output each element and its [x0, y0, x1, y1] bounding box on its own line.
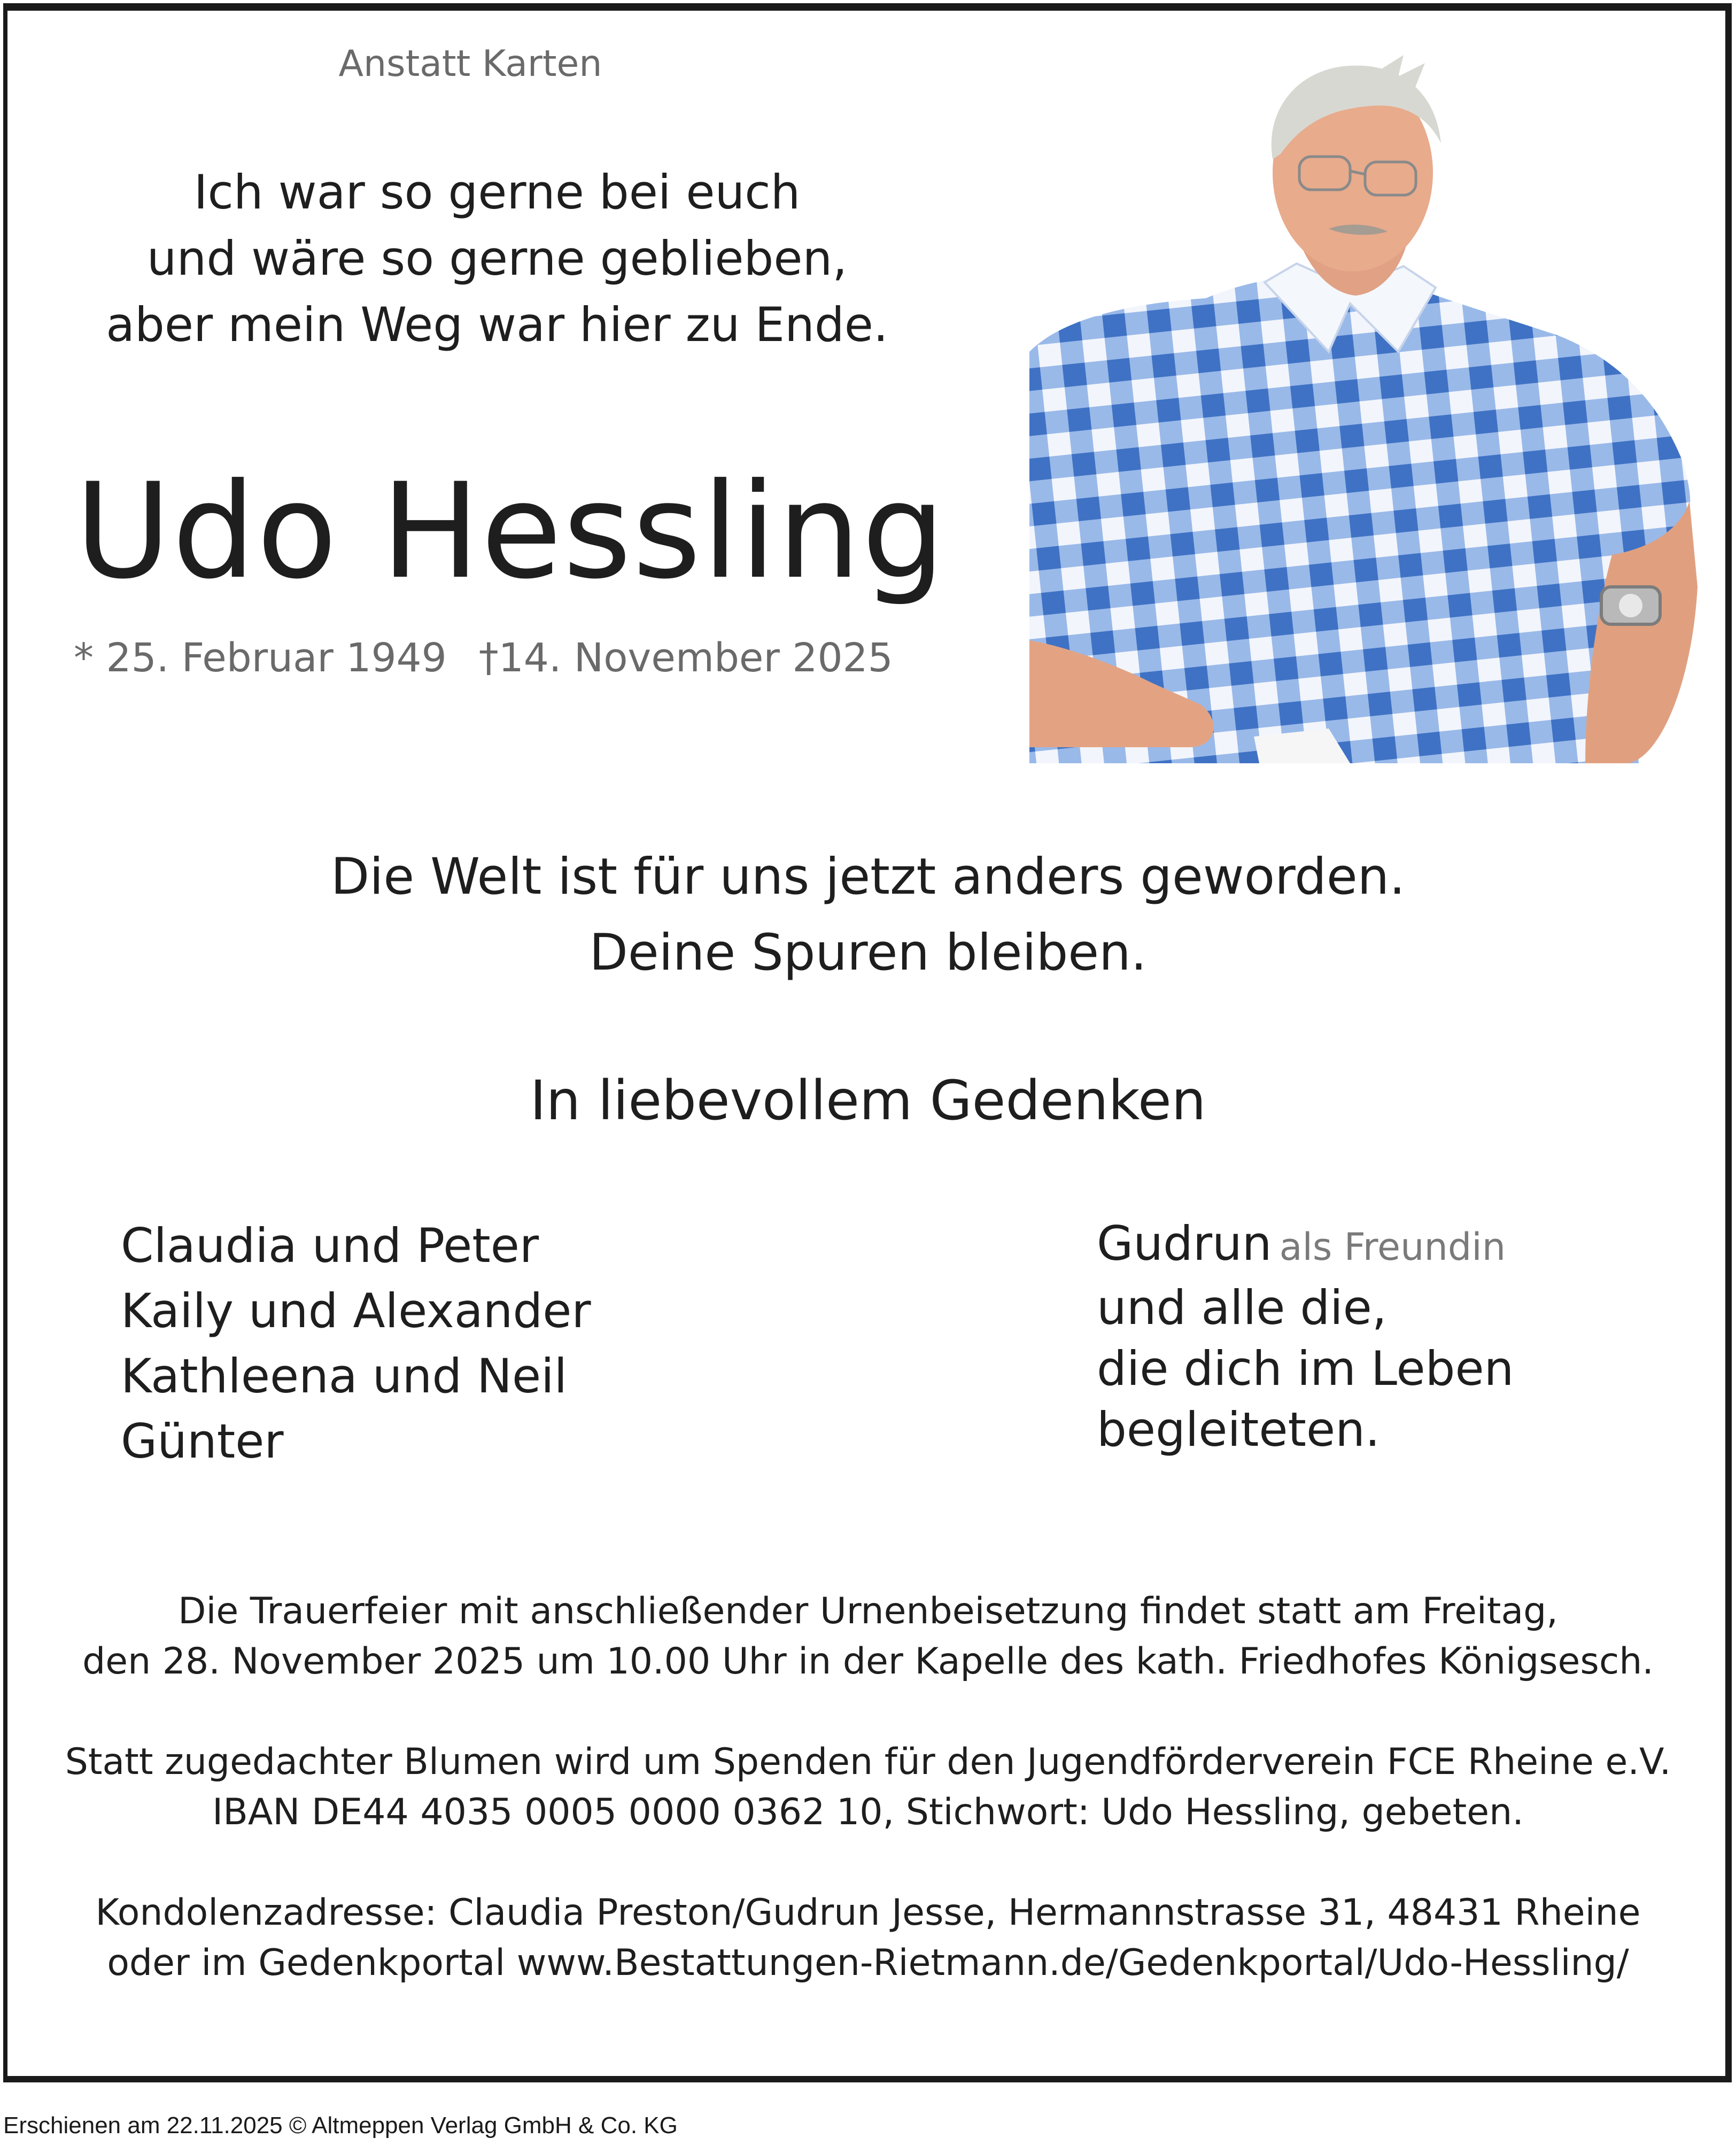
donation-info [32, 1737, 1704, 1838]
mourner-line: Günter [121, 1414, 284, 1469]
anstatt-karten-label: Anstatt Karten [338, 43, 602, 85]
friend-relation: als Freundin [1279, 1225, 1506, 1269]
motto-line: aber mein Weg war hier zu Ende. [106, 297, 888, 352]
mourners-friends [1097, 1213, 1514, 1460]
service-information [32, 1586, 1704, 2039]
in-memory-heading: In liebevollem Gedenken [530, 1069, 1206, 1133]
mourner-line: Claudia und Peter [121, 1218, 539, 1273]
birth-date: * 25. Februar 1949 [74, 635, 447, 681]
condolence-info [32, 1888, 1704, 1988]
motto-line: Ich war so gerne bei euch [193, 165, 801, 220]
mourner-line: begleiteten. [1097, 1402, 1380, 1457]
mourner-line: Kaily und Alexander [121, 1283, 591, 1338]
mourner-line: Kathleena und Neil [121, 1349, 568, 1404]
info-line: Kondolenzadresse: Claudia Preston/Gudrun Jesse, Hermannstrasse 31, 48431 Rheine [95, 1892, 1641, 1934]
friend-name: Gudrun [1097, 1216, 1272, 1271]
quote-line: Die Welt ist für uns jetzt anders geworden. [330, 848, 1406, 906]
motto-line: und wäre so gerne geblieben, [146, 231, 848, 286]
quote-line: Deine Spuren bleiben. [589, 924, 1147, 982]
ceremony-info [32, 1586, 1704, 1687]
info-line: IBAN DE44 4035 0005 0000 0362 10, Stichwort: Udo Hessling, gebeten. [212, 1791, 1524, 1833]
death-date: †14. November 2025 [478, 635, 893, 681]
mourner-line [1097, 1213, 1514, 1277]
mourners-family [121, 1213, 591, 1474]
info-line: den 28. November 2025 um 10.00 Uhr in der Kapelle des kath. Friedhofes Königsesch. [82, 1640, 1654, 1683]
publication-footer: Erschienen am 22.11.2025 © Altmeppen Verlag GmbH & Co. KG [3, 2112, 678, 2139]
memorial-quote [53, 839, 1683, 991]
mourner-line: die dich im Leben [1097, 1341, 1514, 1396]
portrait-photo [1029, 52, 1703, 763]
mourner-line: und alle die, [1097, 1280, 1387, 1335]
info-line: Die Trauerfeier mit anschließender Urnenbeisetzung findet statt am Freitag, [178, 1590, 1558, 1632]
life-dates [74, 635, 893, 681]
deceased-name: Udo Hessling [75, 455, 947, 608]
motto-verse [69, 159, 925, 358]
info-line: Statt zugedachter Blumen wird um Spenden für den Jugendförderverein FCE Rheine e.V. [65, 1741, 1671, 1783]
info-line: oder im Gedenkportal www.Bestattungen-Rietmann.de/Gedenkportal/Udo-Hessling/ [107, 1942, 1629, 1984]
